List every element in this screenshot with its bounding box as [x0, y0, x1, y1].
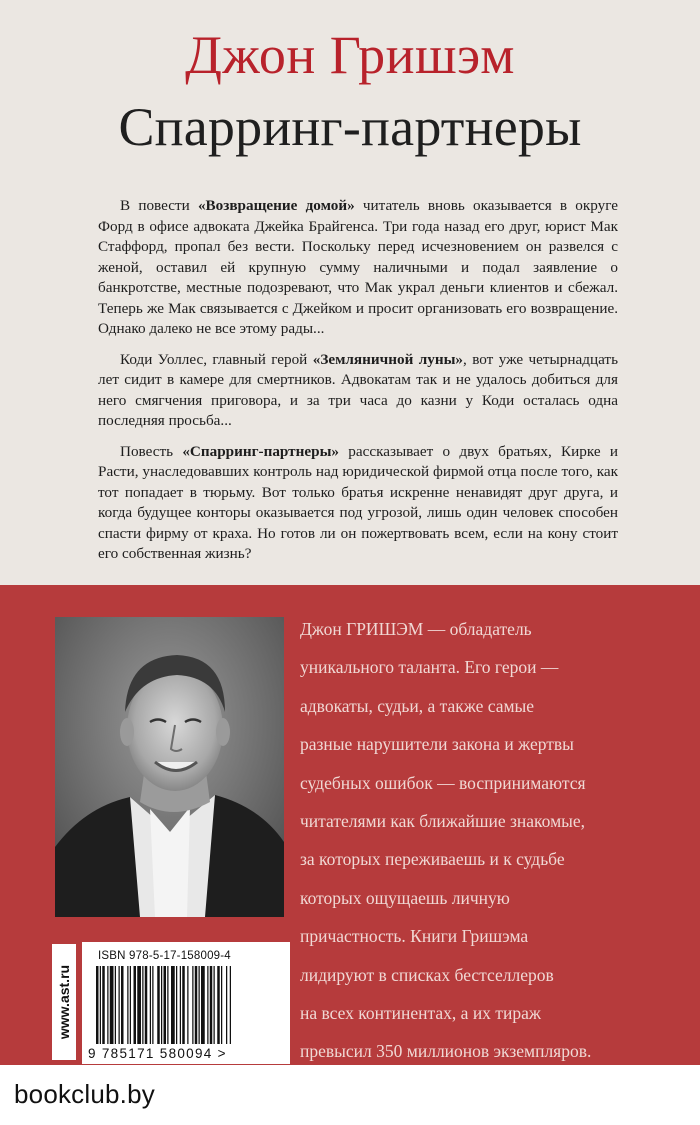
- author-portrait-illustration: [55, 617, 284, 917]
- isbn-barcode-block: [82, 942, 290, 1064]
- p2-text-start: Коди Уоллес, главный герой: [120, 350, 313, 368]
- bio-line: Джон ГРИШЭМ — обладатель: [300, 619, 532, 639]
- p3-text-end: рассказывает о двух братьях, Кирке и Расти, унаследовавших контроль над юридической фирмой отца после того, как тот попадает в тюрьму. Вот только братья искренне ненавидят друг друга, и когда будущее конторы оказывается под угрозой, лишь один человек способен спасти фирму от краха. Но готов ли он пожертвовать всем, если на кону стоит его собственная жизнь?: [98, 442, 618, 562]
- annotation-paragraph-2: [98, 350, 618, 432]
- bio-line: превысил 350 миллионов экземпляров.: [300, 1041, 592, 1062]
- p2-story-title: «Земляничной луны»: [312, 350, 464, 368]
- p1-text-end: читатель вновь оказывается в округе Форд в офисе адвоката Джейка Брайгенса. Три года назад его друг, юрист Мак Стаффорд, пропал без вести. Поскольку перед исчезновением он развелся с женой, оставил ей крупную сумму наличными и подал заявление о банкротстве, местные подозревают, что Мак украл деньги клиентов и сбежал. Теперь же Мак связывается с Джейком и просит организовать его возвращение. Однако далеко не все этому рады...: [98, 197, 618, 337]
- bio-line: адвокаты, судьи, а также самые: [300, 695, 535, 716]
- annotation-paragraph-3: [98, 442, 618, 565]
- bio-line: уникального таланта. Его герои —: [300, 657, 559, 678]
- barcode-digits: 9 785171 580094 >: [88, 1046, 227, 1061]
- author-name-heading: Джон Гришэм: [185, 25, 515, 85]
- p2-text-end: , вот уже четырнадцать лет сидит в камере для смертников. Адвокатам так и не удалось добиться для него смягчения приговора, и за три часа до казни у Коди осталась одна последняя просьба...: [98, 350, 618, 429]
- p3-text-start: Повесть: [120, 442, 183, 460]
- watermark-text: bookclub.by: [14, 1079, 155, 1109]
- p3-story-title: «Спарринг-партнеры»: [182, 442, 340, 460]
- bio-line: судебных ошибок — воспринимаются: [300, 772, 586, 793]
- isbn-number-text: ISBN 978-5-17-158009-4: [98, 950, 231, 962]
- book-title-heading: Спарринг-партнеры: [118, 97, 582, 157]
- publisher-website: www.ast.ru: [52, 944, 76, 1060]
- annotation-paragraph-1: [98, 196, 618, 340]
- book-annotation: [98, 196, 618, 575]
- p1-story-title: «Возвращение домой»: [197, 197, 355, 214]
- bio-line: разные нарушители закона и жертвы: [300, 734, 574, 755]
- bio-line: на всех континентах, а их тираж: [300, 1003, 541, 1024]
- bio-line: лидируют в списках бестселлеров: [300, 964, 554, 985]
- bio-line: причастность. Книги Гришэма: [300, 926, 529, 947]
- barcode-icon: [96, 966, 276, 1046]
- bio-line: которых ощущаешь личную: [300, 887, 510, 908]
- bio-line: за которых переживаешь и к судьбе: [300, 849, 565, 870]
- p1-text-start: В повести: [120, 197, 198, 214]
- author-biography: [300, 610, 670, 1071]
- watermark-footer: [0, 1065, 700, 1125]
- bio-line: читателями как ближайшие знакомые,: [300, 811, 586, 832]
- author-photo: [55, 617, 284, 917]
